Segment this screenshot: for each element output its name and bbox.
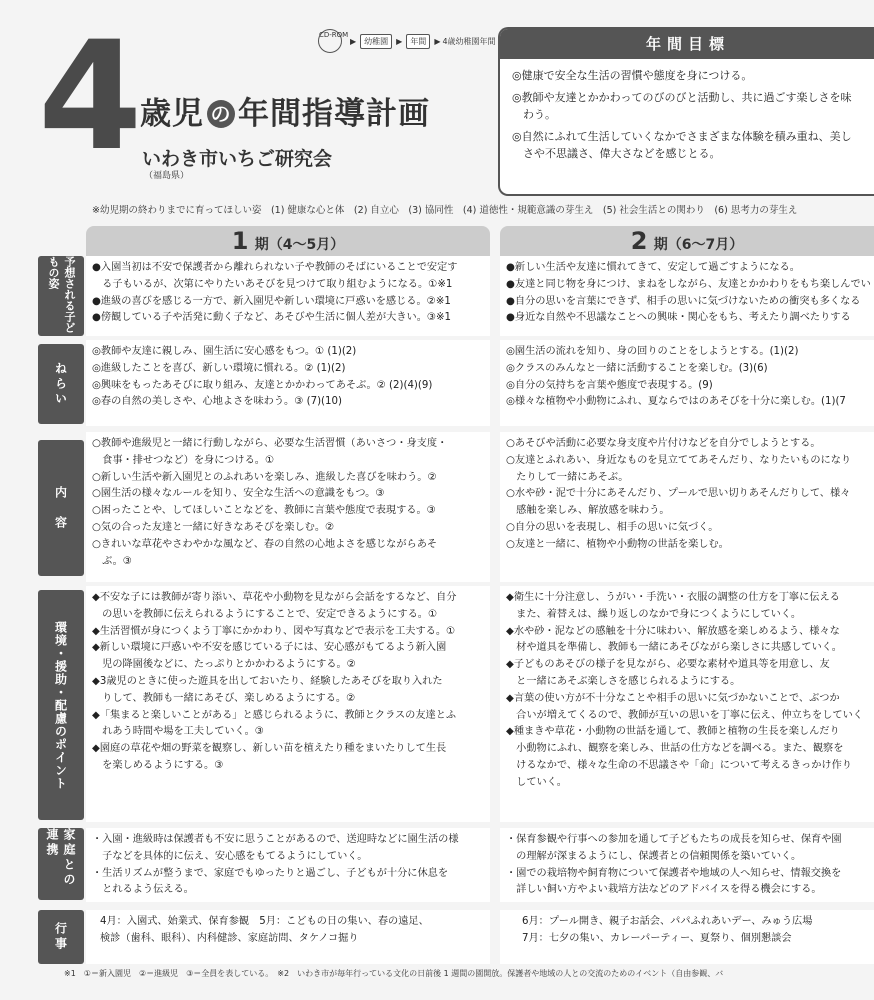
p1-env-line: ◆不安な子には教師が寄り添い、草花や小動物を見ながら会話をするなど、自分	[92, 592, 457, 603]
p1-aim-line: ◎教師や友達に親しみ、園生活に安心感をもつ。① (1)(2)	[92, 346, 357, 357]
p2-content-line: ○あそびや活動に必要な身支度や片付けなどを自分でしようとする。	[506, 438, 821, 449]
folder-icon: 年間	[406, 34, 430, 49]
p1-home-line: ・入園・進級時は保護者も不安に思うことがあるので、送迎時などに園生活の様	[92, 834, 459, 845]
p2-env-line: 合いが増えてくるので、教師が互いの思いを丁寧に伝え、仲立ちをしていく	[506, 709, 863, 721]
p2-env-line: ◆種まきや草花・小動物の世話を通して、教師と植物の生長を楽しんだり	[506, 726, 840, 738]
p1-content-line: ○園生活の様々なルールを知り、安全な生活への意識をもつ。③	[92, 488, 385, 500]
p1-child-line: る子もいるが、次第にやりたいあそびを見つけて取り組むようになる。①※1	[92, 278, 453, 290]
p1-content-line: ○新しい生活や新入園児とのふれあいを楽しみ、進級した喜びを味わう。②	[92, 471, 437, 483]
breadcrumb	[318, 26, 496, 56]
p2-content-cell	[500, 432, 874, 582]
p2-content-line: ○水や砂・泥で十分にあそんだり、プールで思い切りあそんだりして、様々	[506, 488, 851, 500]
period-number: 2	[630, 227, 648, 255]
p1-content-line: ぶ。③	[92, 555, 132, 567]
p1-env-line: ◆生活習慣が身につくよう丁寧にかかわり、図や写真などで表示を工夫する。①	[92, 625, 456, 637]
p1-aim-line: ◎興味をもったあそびに取り組み、友達とかかわってあそぶ。② (2)(4)(9)	[92, 379, 433, 391]
title-part-a: 歳児	[140, 96, 204, 132]
p1-env-line: りして、教師も一緒にあそび、楽しめるようにする。②	[92, 692, 356, 704]
p2-env-line: 材や道具を準備し、教師も一緒にあそびながら楽しさに共感していく。	[506, 642, 842, 654]
goal-item: さや不思議さ、偉大さなどを感じとる。	[512, 147, 721, 160]
prefecture: （福島県）	[144, 171, 190, 181]
p2-env-line: と一緒にあそぶ楽しさを感じられるようにする。	[506, 675, 741, 687]
arrow-icon: ▶	[434, 36, 441, 46]
p2-env-line: していく。	[506, 776, 567, 788]
folder-icon: 幼稚園	[360, 34, 392, 49]
page-title	[140, 88, 430, 133]
p1-env-line: ◆「集まると楽しいことがある」と感じられるように、教師とクラスの友達とふ	[92, 709, 457, 721]
p1-env-line: ◆園庭の草花や畑の野菜を観察し、新しい苗を植えたり種をまいたりして生長	[92, 743, 447, 755]
title-part-b: 年間指導計画	[238, 96, 430, 132]
goal-item: ◎自然にふれて生活していくなかでさまざまな体験を積み重ね、美し	[512, 130, 852, 143]
p1-env-line: の思いを教師に伝えられるようにすることで、安定できるようにする。①	[92, 608, 438, 620]
p2-child-line: ●身近な自然や不思議なことへの興味・関心をもち、考えたり調べたりする	[506, 312, 851, 324]
p1-event-cell	[86, 910, 490, 964]
p1-child-line: ●入園当初は不安で保護者から離れられない子や教師のそばにいることで安定す	[92, 262, 458, 273]
title-no-badge: の	[207, 100, 235, 128]
p1-aim-line: ◎春の自然の美しさや、心地よさを味わう。③ (7)(10)	[92, 396, 342, 408]
p2-env-line: けるなかで、様々な生命の不思議さや「命」について考えるきっかけ作り	[506, 759, 852, 771]
p2-env-line: また、着替えは、繰り返しのなかで身につくようにしていく。	[506, 608, 802, 620]
p2-env-cell	[500, 586, 874, 822]
period-label: 期（4〜5月）	[254, 237, 345, 253]
p2-child-cell	[500, 256, 874, 336]
p1-child-cell	[86, 256, 490, 336]
p2-content-line: ○友達と一緒に、植物や小動物の世話を楽しむ。	[506, 538, 729, 550]
p1-home-line: 子などを具体的に伝え、安心感をもてるようにしていく。	[92, 850, 368, 862]
goal-item: ◎教師や友達とかかわってのびのびと活動し、共に過ごす楽しさを味	[512, 91, 852, 104]
p2-env-line: ◆水や砂・泥などの感触を十分に味わい、解放感を楽しめるよう、様々な	[506, 625, 840, 637]
p1-home-line: ・生活リズムが整うまで、家庭でもゆったりと過ごし、子どもが十分に休息を	[92, 867, 449, 879]
p1-event-line: 検診（歯科、眼科）、内科健診、家庭訪問、タケノコ掘り	[100, 932, 359, 944]
p2-home-line: 詳しい飼い方やよい栽培方法などのアドバイスを得る機会にする。	[506, 884, 822, 896]
p2-aim-cell	[500, 340, 874, 426]
row-label-aim: ねらい	[38, 344, 84, 424]
annual-goals-heading: 年間目標	[500, 29, 874, 59]
annual-goals-list	[500, 59, 874, 162]
p1-content-line: ○きれいな草花やさわやかな風など、春の自然の心地よさを感じながらあそ	[92, 538, 438, 550]
p2-child-line: ●自分の思いを言葉にできず、相手の思いに気づけないための衝突も多くなる	[506, 295, 861, 307]
p1-content-line: ○困ったことや、してほしいことなどを、教師に言葉や態度で表現する。③	[92, 505, 436, 517]
period-1-header	[86, 226, 490, 256]
row-label-env: 環境・援助・配慮のポイント	[38, 590, 84, 820]
p1-env-line: れあう時間や場を工夫していく。③	[92, 726, 264, 738]
arrow-icon: ▶	[350, 36, 357, 46]
row-label-event: 行事	[38, 910, 84, 964]
p1-child-line: ●進級の喜びを感じる一方で、新入園児や新しい環境に戸惑いを感じる。②※1	[92, 295, 451, 307]
p2-aim-line: ◎園生活の流れを知り、身の回りのことをしようとする。(1)(2)	[506, 346, 799, 357]
p1-content-line: ○気の合った友達と一緒に好きなあそびを楽しむ。②	[92, 521, 335, 533]
p1-content-line: 食事・排せつなど）を身につける。①	[92, 454, 275, 466]
p1-home-cell	[86, 828, 490, 902]
p1-child-line: ●傍観している子や活発に動く子など、あそびや生活に個人差が大きい。③※1	[92, 312, 452, 324]
row-label-home: 家庭との連携	[38, 828, 84, 900]
p2-env-line: ◆衛生に十分注意し、うがい・手洗い・衣服の調整の仕方を丁寧に伝える	[506, 592, 840, 603]
p2-event-line: 7月：七夕の集い、カレーパーティー、夏祭り、個別懇談会	[522, 932, 792, 944]
p1-aim-line: ◎進級したことを喜び、新しい環境に慣れる。② (1)(2)	[92, 362, 346, 374]
p2-child-line: ●新しい生活や友達に慣れてきて、安定して過ごすようになる。	[506, 262, 800, 273]
p1-event-line: 4月：入園式、始業式、保育参観 5月：こどもの日の集い、春の遠足、	[100, 916, 429, 927]
p1-env-line: ◆新しい環境に戸惑いや不安を感じている子には、安心感がもてるよう新入園	[92, 642, 447, 654]
p2-aim-line: ◎クラスのみんなと一緒に活動することを楽しむ。(3)(6)	[506, 362, 768, 374]
period-2-header	[500, 226, 874, 256]
organization-name: いわき市いちご研究会	[142, 148, 333, 170]
p2-event-cell	[500, 910, 874, 964]
p2-home-cell	[500, 828, 874, 902]
p1-aim-cell	[86, 340, 490, 426]
p1-content-cell	[86, 432, 490, 582]
arrow-icon: ▶	[396, 36, 403, 46]
p2-aim-line: ◎様々な植物や小動物にふれ、夏ならではのあそびを十分に楽しむ。(1)(7	[506, 396, 846, 408]
p1-env-line: 児の降園後などに、たっぷりとかかわるようにする。②	[92, 659, 356, 671]
p2-content-line: ○自分の思いを表現し、相手の思いに気づく。	[506, 521, 719, 533]
p1-env-cell	[86, 586, 490, 822]
period-label: 期（6〜7月）	[653, 237, 744, 253]
file-name: 4歳幼稚園年間	[442, 36, 496, 46]
p2-content-line: ○友達とふれあい、身近なものを見立ててあそんだり、なりたいものになり	[506, 454, 852, 466]
p1-home-line: とれるよう伝える。	[92, 884, 194, 896]
p2-aim-line: ◎自分の気持ちを言葉や態度で表現する。(9)	[506, 379, 713, 391]
p2-content-line: たりして一緒にあそぶ。	[506, 471, 629, 483]
cd-icon: CD-ROM	[318, 29, 342, 53]
p2-env-line: ◆子どものあそびの様子を見ながら、必要な素材や道具等を用意し、友	[506, 659, 830, 671]
p2-home-line: の理解が深まるようにし、保護者との信頼関係を築いていく。	[506, 850, 802, 862]
annual-goals-box	[498, 27, 874, 196]
p1-env-line: ◆3歳児のときに使った遊具を出しておいたり、経験したあそびを取り入れた	[92, 675, 443, 687]
p2-event-line: 6月：プール開き、親子お話会、パパふれあいデー、みゅう広場	[522, 916, 813, 927]
goal-item: わう。	[512, 108, 556, 121]
p2-content-line: 感触を楽しみ、解放感を味わう。	[506, 505, 670, 517]
p2-home-line: ・保育参観や行事への参加を通して子どもたちの成長を知らせ、保育や園	[506, 834, 842, 845]
ten-aspects-note: ※幼児期の終わりまでに育ってほしい姿 (1) 健康な心と体 (2) 自立心 (3) 協同性 (4) 道徳性・規範意識の芽生え (5) 社会生活との関わり (6) 思考力の芽生え	[92, 205, 798, 216]
row-label-content: 内 容	[38, 440, 84, 576]
age-number: 4	[38, 10, 139, 184]
row-label-child: 予想される子どもの姿	[38, 256, 84, 336]
p2-env-line: 小動物にふれ、観察を楽しみ、世話の仕方などを調べる。また、観察を	[506, 743, 844, 755]
period-number: 1	[231, 227, 249, 255]
p1-content-line: ○教師や進級児と一緒に行動しながら、必要な生活習慣（あいさつ・身支度・	[92, 438, 448, 449]
goal-item: ◎健康で安全な生活の習慣や態度を身につける。	[512, 69, 753, 82]
p1-env-line: を楽しめるようにする。③	[92, 759, 224, 771]
p2-env-line: ◆言葉の使い方が不十分なことや相手の思いに気づかないことで、ぶつか	[506, 692, 840, 704]
p2-child-line: ●友達と同じ物を身につけ、まねをしながら、友達とかかわりをもち楽しんでい	[506, 278, 871, 290]
footnote: ※1 ①＝新入園児 ②＝進級児 ③＝全員を表している。 ※2 いわき市が毎年行っている文化の日前後 1 週間の園開放。保護者や地域の人との交流のためのイベント（自由参観、バ	[64, 969, 724, 978]
p2-home-line: ・園での栽培物や飼育物について保護者や地域の人へ知らせ、情報交換を	[506, 867, 842, 879]
